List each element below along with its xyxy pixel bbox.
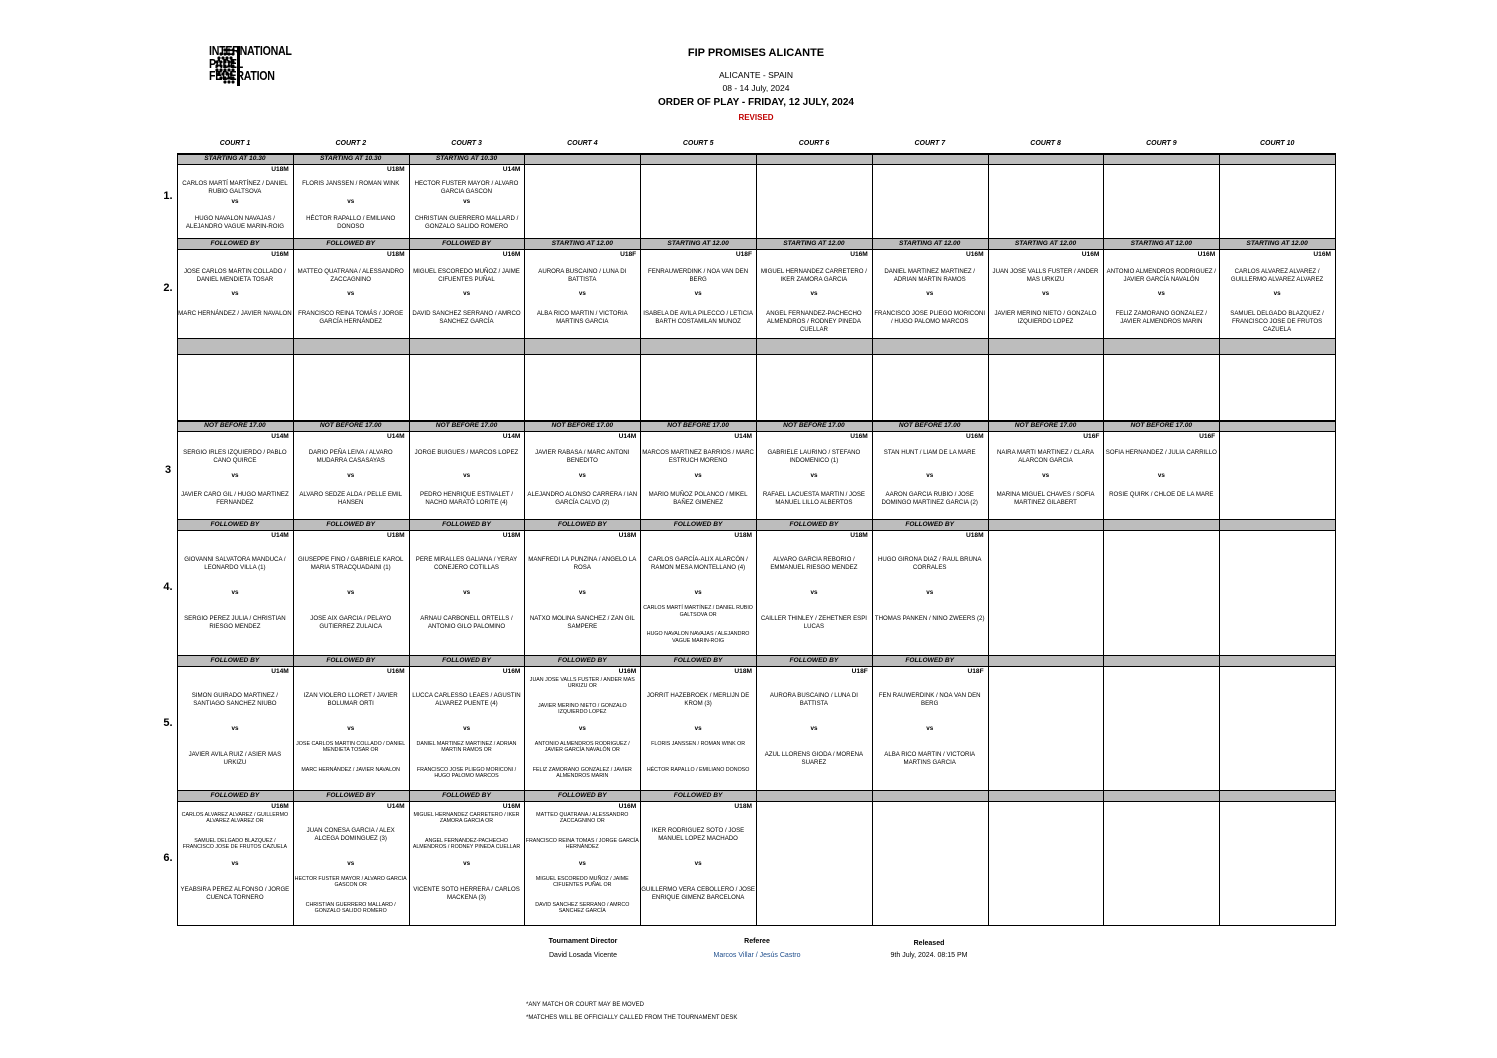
category-label: U14M: [502, 166, 521, 173]
vs-label: vs: [810, 290, 818, 297]
team-a: DANIEL MARTINEZ MARTINEZ / ADRIAN MARTIN RAMOS: [884, 267, 976, 283]
vs-label: vs: [694, 859, 702, 867]
team-b: FRANCISCO JOSE PLIEGO MORICONI / HUGO PALOMO MARCOS: [874, 309, 986, 325]
team-b: ALVARO SEDZE ALDA / PELLE EMIL HANSEN: [299, 491, 403, 507]
team-a: FLORIS JANSSEN / ROMAN WINK: [302, 179, 400, 187]
category-label: U16M: [966, 251, 984, 258]
category-label: U14M: [734, 433, 752, 440]
team-b: ALBA RICO MARTIN / VICTORIA MARTINS GARCIA: [884, 750, 976, 766]
team-a: AURORA BUSCAINO / LUNA DI BATTISTA: [769, 691, 858, 707]
team-b-option: FELIZ ZAMORANO GONZALEZ / JAVIER ALMENDROS MARIN: [532, 766, 632, 780]
team-b-option: FRANCISCO JOSE PLIEGO MORICONI / HUGO PALOMO MARCOS: [416, 766, 517, 780]
category-label: U18F: [851, 668, 868, 675]
category-label: U14M: [271, 532, 289, 539]
vs-label: vs: [578, 589, 586, 596]
band-label: FOLLOWED BY: [442, 792, 491, 799]
vs-label: vs: [1042, 290, 1050, 297]
team-a: MIGUEL ESCOREDO MUÑOZ / JAIME CIFUENTES PUÑAL: [413, 267, 520, 283]
team-a-option: JUAN JOSE VALLS FUSTER / ANDER MAS URKIZU OR: [529, 676, 635, 690]
team-a: PERE MIRALLES GALIANA / YERAY CONEJERO COTILLAS: [415, 555, 518, 571]
team-b: PEDRO HENRIQUE ESTIVALET / NACHO MARATÓ LORITE (4): [420, 491, 513, 507]
team-b: NATXO MOLINA SANCHEZ / ZAN GIL SAMPERE: [529, 615, 635, 631]
vs-label: vs: [347, 724, 355, 732]
team-b: HÉCTOR RAPALLO / EMILIANO DONOSO: [306, 214, 396, 230]
team-b: AZUL LLORENS GIODA / MORENA SUAREZ: [764, 750, 864, 766]
band-label: STARTING AT 10.30: [320, 155, 382, 162]
team-b-option: ANTONIO ALMENDROS RODRIGUEZ / JAVIER GARCÍA NAVALÓN OR: [534, 740, 630, 754]
team-a: IZAN VIOLERO LLORET / JAVIER BOLUMAR ORTI: [303, 691, 398, 707]
team-b-option: JOSE CARLOS MARTIN COLLADO / DANIEL MENDIETA TOSAR OR: [296, 740, 406, 754]
team-b: RAFAEL LACUESTA MARTIN / JOSE MANUEL LILLO ALBERTOS: [762, 491, 865, 507]
band-label: FOLLOWED BY: [789, 521, 839, 528]
category-label: U16M: [502, 803, 521, 810]
band-label: NOT BEFORE 17.00: [551, 422, 614, 429]
vs-label: vs: [463, 859, 471, 867]
band-label: FOLLOWED BY: [210, 792, 260, 799]
team-b: HUGO NAVALON NAVAJAS / ALEJANDRO VAGUE MARIN-ROIG: [185, 214, 284, 230]
category-label: U18M: [966, 532, 984, 539]
team-a: LUCCA CARLESSO LEAES / AGUSTIN ALVAREZ PUENTE (4): [412, 691, 521, 707]
team-b: VICENTE SOTO HERRERA / CARLOS MACKENA (3): [413, 885, 520, 901]
team-b: FRANCISCO REINA TOMÁS / JORGE GARCÍA HERNÁNDEZ: [298, 309, 404, 325]
vs-label: vs: [231, 724, 239, 732]
band-label: FOLLOWED BY: [442, 657, 491, 664]
team-a: DARIO PEÑA LEIVA / ALVARO MUDARRA CASASAYAS: [308, 449, 393, 465]
team-b-option: HECTOR FUSTER MAYOR / ALVARO GARCIA GASCON OR: [294, 875, 407, 889]
row-divider: [177, 249, 1336, 250]
team-b: SAMUEL DELGADO BLAZQUEZ / FRANCISCO JOSE DE FRUTOS CAZUELA: [1230, 309, 1324, 333]
row-number: 4.: [163, 581, 173, 593]
vs-label: vs: [347, 471, 355, 479]
team-b: GUILLERMO VERA CEBOLLERO / JOSE ENRIQUE GIMENZ BARCELONA: [641, 885, 755, 901]
team-b: ANGEL FERNANDEZ-PACHECHO ALMENDROS / RODNEY PINEDA CUELLAR: [766, 309, 862, 333]
row-number: 6.: [163, 851, 173, 864]
vs-label: vs: [231, 589, 239, 596]
band-label: NOT BEFORE 17.00: [204, 422, 266, 429]
team-b: SERGIO PEREZ JULIA / CHRISTIAN RIESGO MENDEZ: [184, 615, 286, 631]
team-b-option: MIGUEL ESCOREDO MUÑOZ / JAIME CIFUENTES PUÑAL OR: [535, 875, 629, 889]
band-label: NOT BEFORE 17.00: [1014, 422, 1077, 429]
team-b: CHRISTIAN GUERRERO MALLARD / GONZALO SALIDO ROMERO: [414, 214, 519, 230]
team-a-option: ANGEL FERNANDEZ-PACHECHO ALMENDROS / RODNEY PINEDA CUELLAR: [412, 837, 521, 851]
category-label: U18M: [618, 532, 637, 539]
vs-label: vs: [1273, 290, 1281, 297]
band-label: FOLLOWED BY: [326, 521, 376, 528]
category-label: U18M: [387, 166, 405, 173]
note-moved: *ANY MATCH OR COURT MAY BE MOVED: [526, 1002, 645, 1008]
team-b: MARIO MUÑOZ POLANCO / MIKEL BAÑEZ GIMENEZ: [648, 491, 748, 507]
vs-label: vs: [347, 859, 355, 867]
row-divider: [177, 666, 1336, 667]
team-a: CARLOS GARCÍA-ALIX ALARCÓN / RAMON MESA MONTELLANO (4): [648, 555, 748, 571]
team-b-option: DANIEL MARTINEZ MARTINEZ / ADRIAN MARTIN RAMOS OR: [416, 740, 517, 754]
tournament-director-name: David Losada Vicente: [549, 952, 617, 959]
vs-label: vs: [347, 197, 355, 205]
vs-label: vs: [810, 471, 818, 479]
tournament-location: ALICANTE - SPAIN: [719, 70, 793, 80]
team-a: JUAN CONESA GARCIA / ALEX ALCEGA DOMINGUEZ (3): [306, 826, 395, 842]
vs-label: vs: [1157, 471, 1165, 479]
team-a: SOFIA HERNANDEZ / JULIA CARRILLO: [1105, 449, 1217, 457]
vs-label: vs: [694, 471, 702, 479]
team-b: JAVIER MERINO NIETO / GONZALO IZQUIERDO LOPEZ: [994, 309, 1097, 325]
team-b-option: CARLOS MARTÍ MARTÍNEZ / DANIEL RUBIO GALTSOVA OR: [643, 605, 753, 618]
vs-label: vs: [463, 197, 471, 205]
vs-label: vs: [926, 589, 934, 596]
team-b: ARNAU CARBONELL ORTELLS / ANTONIO GILO PALOMINO: [420, 615, 513, 631]
band-label: FOLLOWED BY: [905, 657, 955, 664]
row-divider: [177, 164, 1336, 165]
category-label: U16M: [271, 803, 289, 810]
team-a: IKER RODRIGUEZ SOTO / JOSE MANUEL LOPEZ MACHADO: [651, 826, 745, 842]
referee-name: Marcos Villar / Jesús Castro: [713, 952, 801, 959]
court-header: COURT 1: [219, 140, 251, 147]
team-a-option: MIGUEL HERNANDEZ CARRETERO / IKER ZAMORA GARCIA OR: [413, 811, 520, 825]
band-label: FOLLOWED BY: [210, 657, 260, 664]
team-b: THOMAS PANKEN / NINO ZWEERS (2): [874, 615, 985, 623]
band-label: STARTING AT 12.00: [667, 240, 729, 247]
band-label: FOLLOWED BY: [789, 657, 839, 664]
band-label: STARTING AT 10.30: [204, 155, 266, 162]
band-label: FOLLOWED BY: [326, 657, 376, 664]
category-label: U14M: [387, 803, 405, 810]
team-b: CAILLER THINLEY / ZEHETNER ESPI LUCAS: [760, 615, 867, 631]
team-b: MARINA MIGUEL CHAVES / SOFIA MARTINEZ GILABERT: [996, 491, 1095, 507]
vs-label: vs: [347, 589, 355, 596]
tournament-title: FIP PROMISES ALICANTE: [687, 47, 825, 59]
column-divider: [1335, 153, 1336, 925]
band-label: STARTING AT 10.30: [435, 155, 498, 162]
vs-label: vs: [578, 859, 586, 867]
team-b: MARC HERNÁNDEZ / JAVIER NAVALON: [178, 309, 292, 317]
band-label: STARTING AT 12.00: [1246, 240, 1308, 247]
band-label: STARTING AT 12.00: [899, 240, 961, 247]
category-label: U18F: [735, 251, 752, 258]
category-label: U16M: [618, 668, 637, 675]
category-label: U16F: [1199, 433, 1216, 440]
team-a: CARLOS ALVAREZ ALVAREZ / GUILLERMO ALVAREZ ALVAREZ: [1230, 267, 1324, 283]
team-a-option: JAVIER MERINO NIETO / GONZALO IZQUIERDO LOPEZ: [537, 702, 627, 716]
category-label: U16M: [1313, 251, 1331, 258]
vs-label: vs: [694, 589, 702, 596]
row-divider: [177, 354, 1336, 355]
category-label: U16M: [387, 668, 405, 675]
court-header: COURT 8: [1030, 140, 1061, 147]
team-b: JAVIER CARO GIL / HUGO MARTINEZ FERNANDEZ: [181, 491, 289, 507]
band-label: NOT BEFORE 17.00: [783, 422, 845, 429]
team-a: STAN HUNT / LIAM DE LA MARE: [883, 449, 976, 457]
category-label: U16M: [850, 251, 868, 258]
category-label: U18M: [387, 532, 405, 539]
row-number: 3: [164, 463, 172, 476]
team-a: JAVIER RABASA / MARC ANTONI BENEDITO: [535, 449, 630, 465]
band-label: FOLLOWED BY: [557, 792, 607, 799]
team-a: FENRAUWERDINK / NOA VAN DEN BERG: [648, 267, 749, 283]
court-header: COURT 7: [914, 140, 946, 147]
row-number: 1.: [163, 189, 173, 202]
vs-label: vs: [231, 859, 239, 867]
team-a: CARLOS MARTÍ MARTÍNEZ / DANIEL RUBIO GALTSOVA: [182, 179, 288, 195]
row-divider: [177, 338, 1336, 339]
team-a: FEN RAUWERDINK / NOA VAN DEN BERG: [878, 691, 981, 707]
team-a: JUAN JOSE VALLS FUSTER / ANDER MAS URKIZU: [992, 267, 1099, 283]
band-label: FOLLOWED BY: [673, 792, 723, 799]
category-label: U16M: [1081, 251, 1100, 258]
team-b: DAVID SANCHEZ SERRANO / AMRCO SANCHEZ GARCÍA: [412, 309, 521, 325]
category-label: U14M: [271, 668, 289, 675]
category-label: U16M: [502, 251, 521, 258]
team-a: SERGIO IRLES IZQUIERDO / PABLO CANO QUIRCE: [183, 449, 287, 465]
vs-label: vs: [463, 471, 471, 479]
team-b: AARON GARCIA RUBIO / JOSE DOMINGO MARTINEZ GARCIA (2): [881, 491, 978, 507]
order-of-play-title: ORDER OF PLAY - FRIDAY, 12 JULY, 2024: [657, 97, 854, 108]
team-a: ALVARO GARCIA REBORIO / EMMANUEL RIESGO MENDEZ: [770, 555, 858, 571]
vs-label: vs: [463, 290, 471, 297]
band-label: FOLLOWED BY: [210, 521, 260, 528]
vs-label: vs: [1042, 471, 1050, 479]
referee-label: Referee: [744, 938, 770, 945]
band-label: FOLLOWED BY: [326, 240, 376, 247]
row-divider: [177, 431, 1336, 432]
vs-label: vs: [578, 724, 586, 732]
category-label: U18M: [502, 532, 521, 539]
band-label: NOT BEFORE 17.00: [898, 422, 961, 429]
band-label: NOT BEFORE 17.00: [667, 422, 729, 429]
category-label: U14M: [618, 433, 637, 440]
band-label: FOLLOWED BY: [210, 240, 260, 247]
team-b: ISABELA DE AVILA PILECCO / LETICIA BARTH COSTAMILAN MUNOZ: [643, 309, 753, 325]
team-a: HUGO GIRONA DIAZ / RAUL BRUNA CORRALES: [878, 555, 982, 571]
row-number: 5.: [163, 716, 173, 729]
court-header: COURT 5: [682, 140, 714, 147]
category-label: U14M: [502, 433, 521, 440]
team-a-option: MATTEO QUATRANA / ALESSANDRO ZACCAGNINO OR: [536, 811, 629, 825]
court-header: COURT 3: [451, 140, 482, 147]
court-header: COURT 6: [798, 140, 830, 147]
team-a: GIUSEPPE FINO / GABRIELE KAROL MARIA STRACQUADAINI (1): [298, 555, 404, 571]
tournament-dates: 08 - 14 July, 2024: [722, 83, 790, 93]
vs-label: vs: [231, 290, 239, 297]
team-a: MIGUEL HERNANDEZ CARRETERO / IKER ZAMORA GARCIA: [760, 267, 867, 283]
category-label: U18M: [734, 668, 752, 675]
team-a: JORRIT HAZEBROEK / MERLIJN DE KROM (3): [646, 691, 750, 707]
vs-label: vs: [231, 471, 239, 479]
court-header: COURT 4: [567, 140, 598, 147]
logo-line-3: FEDERATION: [209, 69, 275, 83]
team-a: MATTEO QUATRANA / ALESSANDRO ZACCAGNINO: [297, 267, 404, 283]
team-b: JAVIER AVILA RUIZ / ASIER MAS URKIZU: [188, 750, 282, 766]
team-a: MARCOS MARTINEZ BARRIOS / MARC ESTRUCH MORENO: [642, 449, 754, 465]
category-label: U16M: [502, 668, 521, 675]
category-label: U18M: [734, 532, 752, 539]
band-label: FOLLOWED BY: [905, 521, 955, 528]
category-label: U14M: [271, 433, 289, 440]
vs-label: vs: [1157, 290, 1165, 297]
vs-label: vs: [347, 290, 355, 297]
vs-label: vs: [578, 471, 586, 479]
team-b: ALBA RICO MARTIN / VICTORIA MARTINS GARCIA: [536, 309, 628, 325]
vs-label: vs: [926, 724, 934, 732]
category-label: U18M: [271, 166, 289, 173]
band-label: FOLLOWED BY: [557, 657, 607, 664]
team-a: NAIRA MARTI MARTINEZ / CLARA ALARCON GARCIA: [997, 449, 1094, 465]
category-label: U16F: [1083, 433, 1100, 440]
team-b: JOSE AIX GARCIA / PELAYO GUTIERREZ ZULAICA: [310, 615, 392, 631]
team-b-option: FLORIS JANSSEN / ROMAN WINK OR: [651, 740, 746, 747]
team-b-option: HÉCTOR RAPALLO / EMILIANO DONOSO: [646, 766, 750, 773]
team-b: FELIZ ZAMORANO GONZALEZ / JAVIER ALMENDROS MARIN: [1115, 309, 1207, 325]
team-a: GABRIELE LAURINO / STEFANO INDOMENICO (1): [767, 449, 861, 465]
logo-line-2: PADEL: [209, 56, 243, 71]
team-a: JOSE CARLOS MARTIN COLLADO / DANIEL MENDIETA TOSAR: [183, 267, 286, 283]
logo-line-1: INTERNATIONAL: [209, 44, 292, 58]
category-label: U16M: [850, 433, 868, 440]
tournament-director-label: Tournament Director: [548, 938, 618, 945]
band-label: STARTING AT 12.00: [783, 240, 845, 247]
band-label: NOT BEFORE 17.00: [435, 422, 498, 429]
team-b-option: HUGO NAVALON NAVAJAS / ALEJANDRO VAGUE MARIN-ROIG: [646, 631, 750, 645]
court-header: COURT 9: [1146, 140, 1177, 147]
vs-label: vs: [578, 290, 586, 297]
band-label: NOT BEFORE 17.00: [1130, 422, 1193, 429]
court-header: COURT 2: [335, 140, 367, 147]
vs-label: vs: [694, 724, 702, 732]
category-label: U14M: [387, 433, 405, 440]
vs-label: vs: [926, 290, 934, 297]
released-label: Released: [913, 940, 945, 947]
row-number: 2.: [163, 282, 173, 294]
team-b: ALEJANDRO ALONSO CARRERA / IAN GARCÍA CALVO (2): [527, 491, 638, 507]
team-a: SIMON GUIRADO MARTINEZ / SANTIAGO SANCHEZ NIUBO: [191, 691, 279, 707]
released-value: 9th July, 2024. 08:15 PM: [890, 952, 968, 959]
category-label: U18M: [734, 803, 752, 810]
vs-label: vs: [810, 724, 818, 732]
band-label: STARTING AT 12.00: [551, 240, 613, 247]
band-label: FOLLOWED BY: [557, 521, 607, 528]
team-b-option: CHRISTIAN GUERRERO MALLARD / GONZALO SALIDO ROMERO: [305, 901, 396, 915]
fip-logo-text: [209, 45, 292, 83]
vs-label: vs: [231, 197, 239, 205]
team-b-option: MARC HERNÁNDEZ / JAVIER NAVALON: [301, 766, 400, 773]
vs-label: vs: [926, 471, 934, 479]
vs-label: vs: [694, 290, 702, 297]
team-a: ANTONIO ALMENDROS RODRIGUEZ / JAVIER GARCÍA NAVALÓN: [1106, 267, 1216, 283]
court-header: COURT 10: [1259, 140, 1295, 147]
vs-label: vs: [810, 589, 818, 596]
band-label: FOLLOWED BY: [442, 521, 491, 528]
vs-label: vs: [463, 589, 471, 596]
team-b: ROSIE QUIRK / CHLOE DE LA MARE: [1109, 491, 1214, 499]
band-label: FOLLOWED BY: [673, 657, 723, 664]
category-label: U16M: [1197, 251, 1216, 258]
revised-label: REVISED: [738, 113, 774, 122]
band-label: FOLLOWED BY: [326, 792, 376, 799]
band-label: NOT BEFORE 17.00: [319, 422, 382, 429]
team-a: AURORA BUSCAINO / LUNA DI BATTISTA: [538, 267, 627, 283]
band-label: FOLLOWED BY: [673, 521, 723, 528]
category-label: U18M: [387, 251, 405, 258]
vs-label: vs: [463, 724, 471, 732]
team-b: YEABSIRA PEREZ ALFONSO / JORGE CUENCA TORNERO: [180, 885, 290, 901]
team-a-option: SAMUEL DELGADO BLAZQUEZ / FRANCISCO JOSE DE FRUTOS CAZUELA: [182, 837, 288, 851]
band-label: FOLLOWED BY: [442, 240, 491, 247]
row-divider: [177, 530, 1336, 531]
category-label: U16M: [966, 433, 984, 440]
note-official: *MATCHES WILL BE OFFICIALLY CALLED FROM THE TOURNAMENT DESK: [526, 1015, 738, 1021]
category-label: U18M: [850, 532, 868, 539]
category-label: U18F: [620, 251, 637, 258]
team-a-option: FRANCISCO REINA TOMAS / JORGE GARCÍA HERNÁNDEZ: [525, 837, 639, 851]
category-label: U18F: [967, 668, 984, 675]
team-a: GIOVANNI SALVATORA MANDUCA / LEONARDO VILLA (1): [184, 555, 286, 571]
band-label: STARTING AT 12.00: [1130, 240, 1192, 247]
team-b-option: DAVID SANCHEZ SERRANO / AMRCO SANCHEZ GARCÍA: [535, 901, 630, 915]
band-label: STARTING AT 12.00: [1014, 240, 1077, 247]
team-a: MANFREDI LA PUNZINA / ANGELO LA ROSA: [528, 555, 637, 571]
team-a: HECTOR FUSTER MAYOR / ALVARO GARCIA GASCON: [414, 179, 519, 195]
category-label: U16M: [271, 251, 289, 258]
team-a-option: CARLOS ALVAREZ ALVAREZ / GUILLERMO ALVAREZ ALVAREZ OR: [181, 811, 289, 825]
row-divider: [177, 925, 1336, 926]
team-a: JORGE BUIGUES / MARCOS LOPEZ: [414, 449, 519, 457]
row-divider: [177, 801, 1336, 802]
category-label: U16M: [618, 803, 637, 810]
